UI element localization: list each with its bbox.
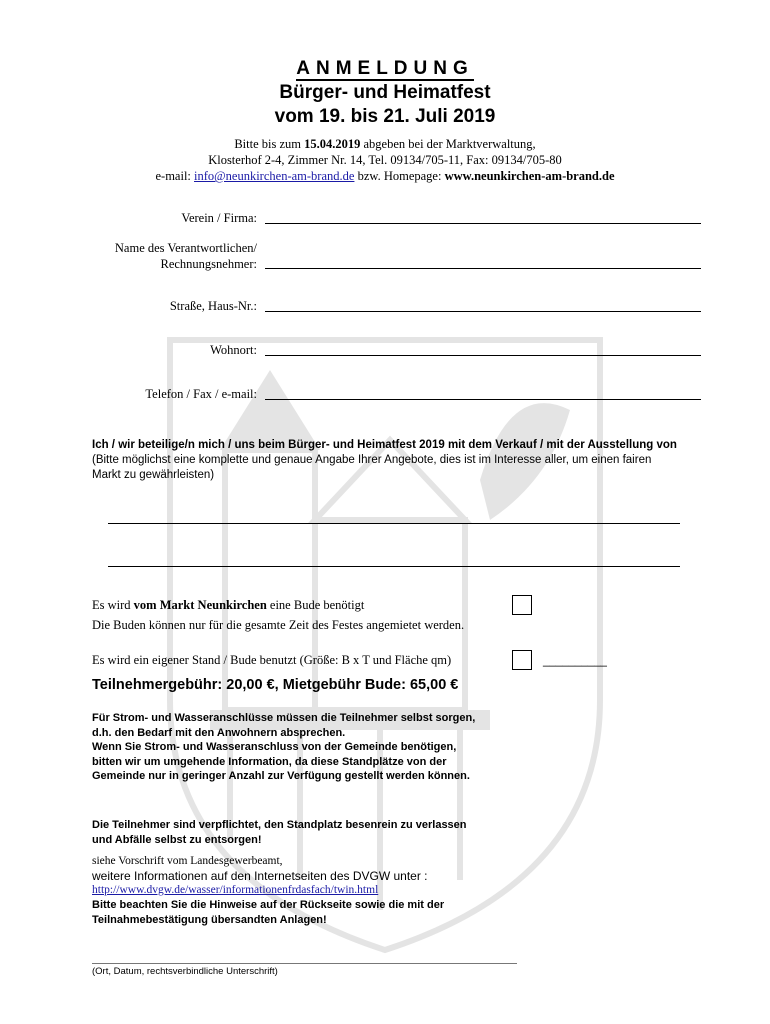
street-label: Straße, Haus-Nr.: [169,299,257,313]
participation-statement: Ich / wir beteilige/n mich / uns beim Bürger- und Heimatfest 2019 mit dem Verkauf / mit der Ausstellung von [92,439,677,451]
event-name: Bürger- und Heimatfest [279,82,491,103]
fees: Teilnehmergebühr: 20,00 €, Mietgebühr Bude: 65,00 € [92,677,459,693]
responsible-name-field[interactable] [265,268,701,269]
offer-line-2[interactable] [108,566,680,567]
dvgw-link[interactable]: http://www.dvgw.de/wasser/informationenfrdasfach/twin.html [92,884,379,896]
dvgw-info: weitere Informationen auf den Internetseiten des DVGW unter : [92,869,428,883]
phone-fax-email-field[interactable] [265,399,701,400]
utility-notice: Für Strom- und Wasseranschlüsse müssen die Teilnehmer selbst sorgen, d.h. den Bedarf mit den Anwohnern absprechen. Wenn Sie Strom- und Wasseranschluss von der Gemeinde benötigen, bitten wir um umgehende Information, da diese Standplätze von der Gemeinde nur in geringer Anzahl zur Verfügung gestellt werden können. [92,712,476,782]
city-field[interactable] [265,355,701,356]
own-booth-checkbox[interactable] [512,650,532,670]
regulation-note: siehe Vorschrift vom Landesgewerbeamt, [92,855,283,867]
signature-label: (Ort, Datum, rechtsverbindliche Unterschrift) [92,966,278,977]
address-info: Klosterhof 2-4, Zimmer Nr. 14, Tel. 09134/705-11, Fax: 09134/705-80 [208,153,562,167]
participation-note: (Bitte möglichst eine komplette und genaue Angabe Ihrer Angebote, dies ist im Interesse aller, um einen fairen Markt zu gewährleisten) [92,454,652,481]
email-link[interactable]: info@neunkirchen-am-brand.de [194,169,355,183]
cleaning-notice: Die Teilnehmer sind verpflichtet, den Standplatz besenrein zu verlassen und Abfälle selbst zu entsorgen! [92,819,467,846]
signature-line[interactable] [92,963,517,964]
booth-market-checkbox[interactable] [512,595,532,615]
club-company-label: Verein / Firma: [181,211,257,225]
booth-market-text: Es wird vom Markt Neunkirchen eine Bude benötigt [92,598,365,612]
own-booth-text: Es wird ein eigener Stand / Bude benutzt (Größe: B x T und Fläche qm) [92,653,452,667]
booth-rent-note: Die Buden können nur für die gesamte Zeit des Festes angemietet werden. [92,618,465,632]
responsible-name-label: Name des Verantwortlichen/ Rechnungsnehmer: [114,241,257,271]
event-dates: vom 19. bis 21. Juli 2019 [274,106,496,127]
street-field[interactable] [265,311,701,312]
email-homepage-info: e-mail: info@neunkirchen-am-brand.de bzw. Homepage: www.neunkirchen-am-brand.de [155,169,615,183]
phone-fax-email-label: Telefon / Fax / e-mail: [145,387,257,401]
own-booth-size-field[interactable]: __________ [543,655,607,667]
deadline-info: Bitte bis zum 15.04.2019 abgeben bei der Marktverwaltung, [234,137,536,151]
form-title: ANMELDUNG [296,58,474,79]
club-company-field[interactable] [265,223,701,224]
city-label: Wohnort: [210,343,257,357]
offer-line-1[interactable] [108,523,680,524]
back-side-notice: Bitte beachten Sie die Hinweise auf der Rückseite sowie die mit der Teilnahmebestätigung übersandten Anlagen! [92,899,445,926]
